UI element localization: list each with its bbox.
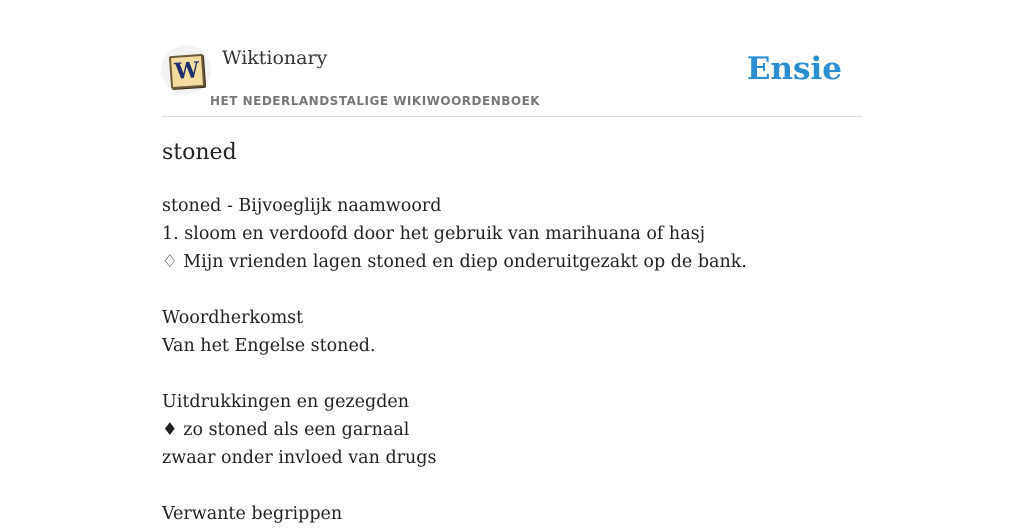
- etymology-text: Van het Engelse stoned.: [162, 336, 376, 356]
- related-heading: Verwante begrippen: [162, 504, 343, 524]
- ensie-brand-link[interactable]: Ensie: [746, 51, 842, 87]
- expression-meaning-line: zwaar onder invloed van drugs: [162, 448, 437, 468]
- spacer: [162, 472, 862, 500]
- wiktionary-logo-icon[interactable]: [162, 46, 210, 94]
- etymology-heading: Woordherkomst: [162, 308, 304, 328]
- page-title: stoned: [162, 140, 237, 165]
- logo-letter: W: [169, 54, 205, 89]
- spacer: [162, 360, 862, 388]
- site-header: [162, 46, 862, 117]
- definition-line: 1. sloom en verdoofd door het gebruik van marihuana of hasj: [162, 224, 706, 244]
- site-name[interactable]: Wiktionary: [222, 47, 328, 69]
- expressions-heading: Uitdrukkingen en gezegden: [162, 392, 410, 412]
- expression-line: ♦ zo stoned als een garnaal: [162, 420, 410, 440]
- spacer: [162, 276, 862, 304]
- site-subtitle: HET NEDERLANDSTALIGE WIKIWOORDENBOEK: [210, 94, 541, 108]
- part-of-speech-line: stoned - Bijvoeglijk naamwoord: [162, 196, 442, 216]
- entry-content: [162, 192, 862, 528]
- example-line: ♢ Mijn vrienden lagen stoned en diep onderuitgezakt op de bank.: [162, 252, 747, 272]
